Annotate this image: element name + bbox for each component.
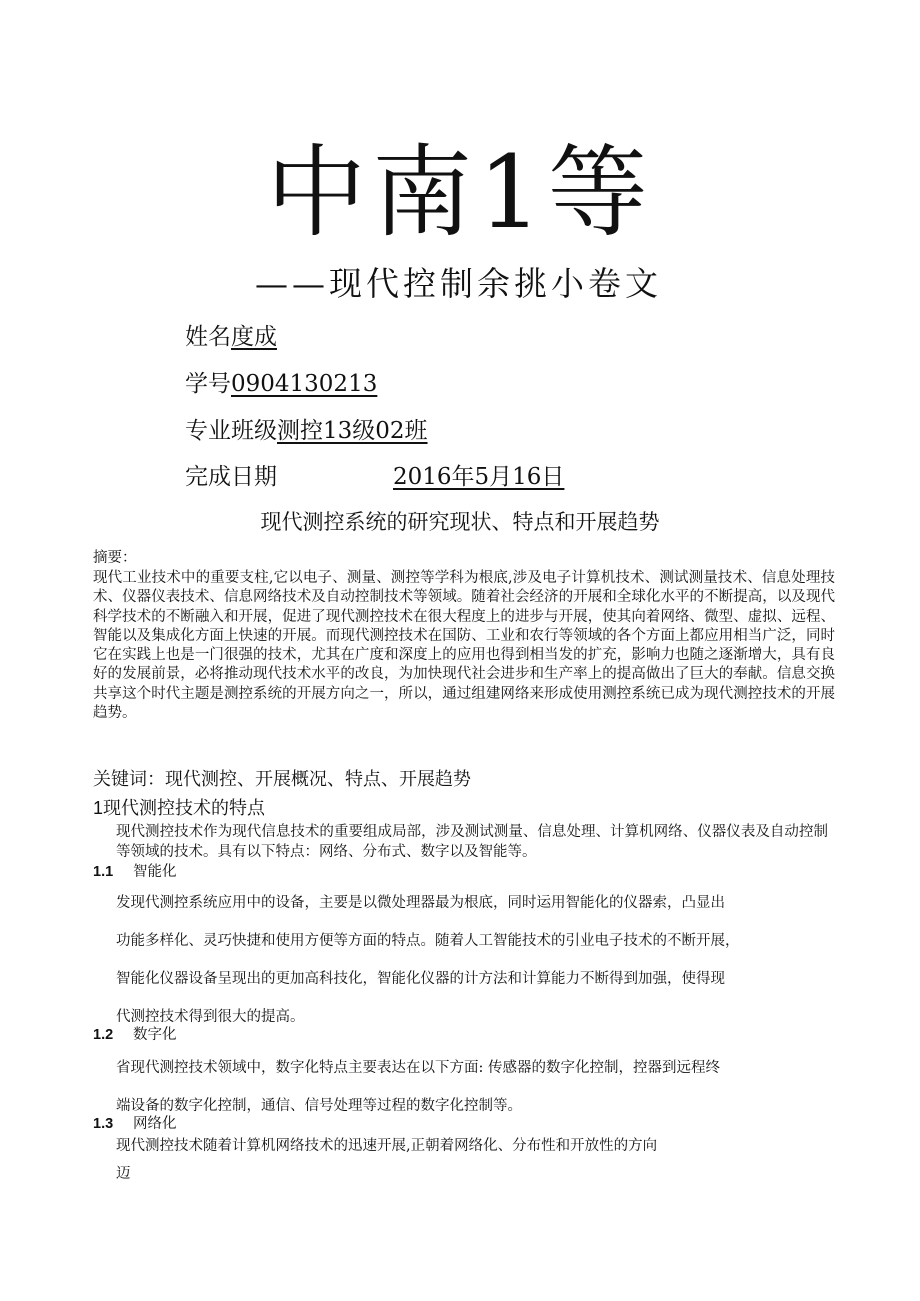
paragraph-line: 智能化仪器设备呈现出的更加高科技化，智能化仪器的计方法和计算能力不断得到加强，使得现 [116, 971, 725, 987]
name-row [185, 322, 277, 352]
document-title: 现代测控系统的研究现状、特点和开展趋势 [260, 510, 660, 534]
subsection-1-2-title: 数字化 [133, 1027, 177, 1043]
section-1-heading [93, 795, 265, 822]
subsection-1-1-heading [93, 862, 177, 882]
paragraph-line: 功能多样化、灵巧快捷和使用方便等方面的特点。随着人工智能技术的引业电子技术的不断开展， [116, 933, 740, 949]
name-label: 姓名 [185, 324, 231, 350]
paragraph-line: 省现代测控技术领域中，数字化特点主要表达在以下方面: 传感器的数字化控制，控器到远程终 [116, 1060, 720, 1076]
keywords: 关键词：现代测控、开展概况、特点、开展趋势 [93, 769, 471, 790]
paragraph-line: 端设备的数字化控制，通信、信号处理等过程的数字化控制等。 [116, 1098, 522, 1114]
subsection-1-2-number: 1.2 [93, 1027, 114, 1043]
class-row [185, 416, 428, 446]
subsection-1-3-line-2: 迈 [116, 1166, 131, 1182]
subsection-1-1-title: 智能化 [133, 864, 177, 880]
date-value: 2016年5月16日 [393, 464, 565, 490]
id-row [185, 369, 377, 399]
paragraph-line: 发现代测控系统应用中的设备，主要是以微处理器最为根底，同时运用智能化的仪器索，凸显出 [116, 895, 725, 911]
subsection-1-3-number: 1.3 [93, 1116, 114, 1132]
class-label: 专业班级 [185, 418, 277, 444]
section-1-number: 1 [93, 798, 104, 818]
subsection-1-2-heading [93, 1025, 177, 1045]
subsection-1-3-title: 网络化 [133, 1116, 177, 1132]
subsection-1-1-number: 1.1 [93, 864, 114, 880]
abstract-text: 现代工业技术中的重要支柱,它以电子、测量、测控等学科为根底,涉及电子计算机技术、测试测量技术、信息处理技术、仪器仪表技术、信息网络技术及自动控制技术等领域。随着社会经济的开展和全球化水平的不断提高，以及现代科学技术的不断融入和开展，促进了现代测控技术在很大程度上的进步与开展，使其向着网络、微型、虚拟、远程、智能以及集成化方面上快速的开展。而现代测控技术在国防、工业和农行等领域的各个方面上都应用相当广泛，同时它在实践上也是一门很强的技术，尤其在广度和深度上的应用也得到相当发的扩充，影响力也随之逐渐增大，具有良好的发展前景，必将推动现代技术水平的改良，为加快现代社会进步和生产率上的提高做出了巨大的奉献。信息交换共享这个时代主题是测控系统的开展方向之一，所以，通过组建网络来形成使用测控系统已成为现代测控技术的开展趋势。 [93, 570, 835, 722]
paragraph-line: 代测控技术得到很大的提高。 [116, 1009, 305, 1025]
cover-title: 中南1等 [266, 134, 654, 251]
class-value: 测控13级02班 [277, 418, 428, 444]
subsection-1-3-heading [93, 1114, 177, 1134]
section-1-title: 现代测控技术的特点 [103, 798, 266, 819]
id-label: 学号 [185, 371, 231, 397]
abstract-label: 摘要： [93, 550, 137, 566]
subsection-1-3-line-1: 现代测控技术随着计算机网络技术的迅速开展,正朝着网络化、分布性和开放性的方向 [116, 1138, 658, 1154]
name-value: 度成 [231, 324, 277, 350]
subsection-1-2-body [116, 1049, 828, 1125]
date-label: 完成日期 [185, 464, 277, 490]
section-1-body: 现代测控技术作为现代信息技术的重要组成局部，涉及测试测量、信息处理、计算机网络、仪器仪表及自动控制等领域的技术。具有以下特点：网络、分布式、数字以及智能等。 [116, 824, 828, 860]
cover-subtitle: ——现代控制余挑小卷文 [255, 264, 662, 303]
id-value: 0904130213 [231, 371, 378, 397]
subsection-1-1-body [116, 884, 828, 1036]
